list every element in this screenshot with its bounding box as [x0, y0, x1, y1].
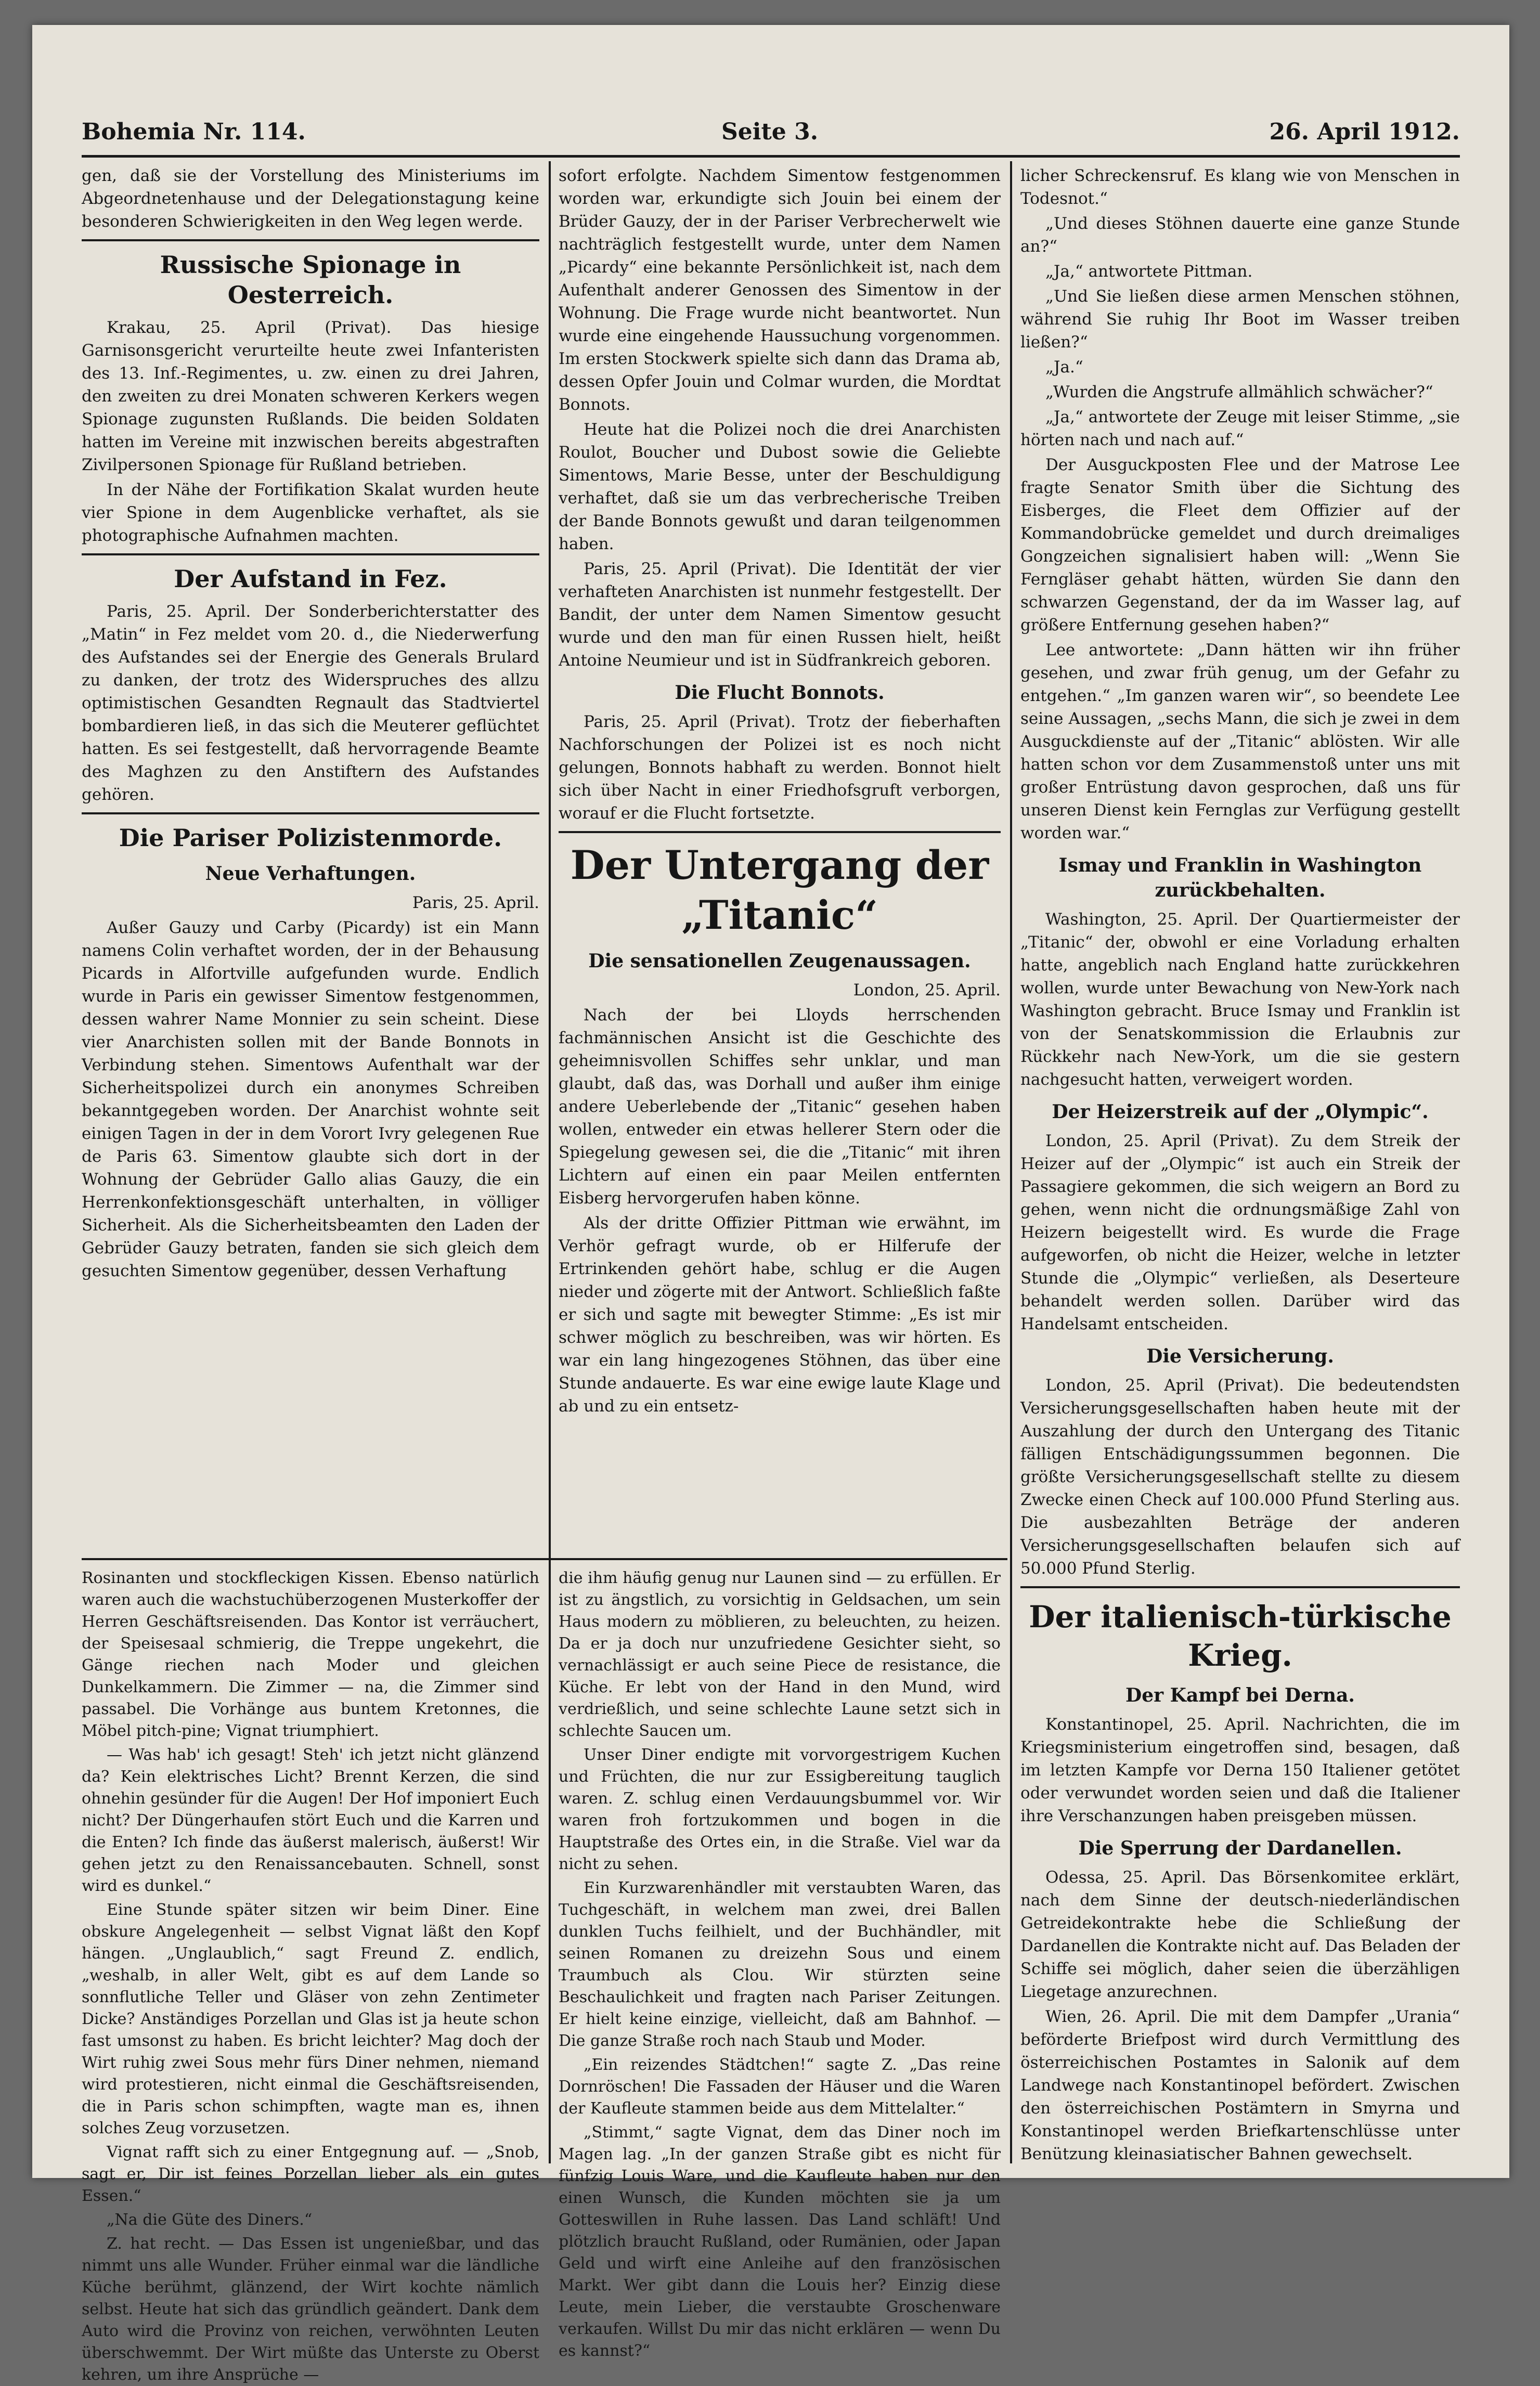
lower-column-2	[559, 1567, 1001, 2360]
article-paragraph: „Wurden die Angstrufe allmählich schwächer?“	[1045, 383, 1433, 401]
article-paragraph: „Ein reizendes Städtchen!“ sagte Z. „Das reine Dornröschen! Die Fassaden der Häuser und die Waren der Kaufleute stammen beide aus dem Mittelalter.“	[559, 2056, 1001, 2118]
article-paragraph: „Ja,“ antwortete der Zeuge mit leiser Stimme, „sie hörten nach und nach auf.“	[1020, 408, 1460, 449]
article-paragraph: Unser Diner endigte mit vorvorgestrigem Kuchen und Früchten, die nur zur Essigbereitung tauglich waren. Z. schlug einen Verdauungsbummel vor. Wir waren froh fortzukommen und bogen in die Hauptstraße des Ortes ein, in die Straße. Viel war da nicht zu sehen.	[559, 1746, 1001, 1873]
section-headline: Russische Spionage in Oesterreich.	[160, 251, 461, 309]
article-paragraph: Z. hat recht. — Das Essen ist ungenießbar, und das nimmt uns alle Wunder. Früher einmal war die ländliche Küche berühmt, glänzend, der Wirt kochte nämlich selbst. Heute hat sich das gründlich geändert. Dank dem Auto wird die Provinz von reichen, verwöhnten Leuten überschwemmt. Der Wirt müßte das Unterste zu Oberst kehren, um ihre Ansprüche —	[82, 2235, 539, 2384]
titanic-headline: Der Untergang der „Titanic“	[570, 842, 989, 938]
masthead-issue: Bohemia Nr. 114.	[82, 119, 306, 145]
page-number: Seite 3.	[721, 119, 819, 145]
article-paragraph: Paris, 25. April. Der Sonderberichterstatter des „Matin“ in Fez meldet vom 20. d., die Niederwerfung des Aufstandes sei der Energie des Generals Brulard zu danken, der trotz des Widerspruches des allzu optimistischen Gesandten Regnault das Stadtviertel bombardieren ließ, in das sich die Meuterer geflüchtet hatten. Es sei festgestellt, daß hervorragende Beamte des Maghzen zu den Anstiftern des Aufstandes gehören.	[82, 602, 539, 804]
issue-date: 26. April 1912.	[1269, 119, 1460, 145]
article-paragraph: Odessa, 25. April. Das Börsenkomitee erklärt, nach dem Sinne der deutsch-niederländischen Getreidekontrakte hebe die Schließung der Dardanellen die Kontrakte nicht auf. Das Beladen der Schiffe sei möglich, daher seien die überzähligen Liegetage anzurechnen.	[1020, 1868, 1460, 2001]
section-subheadline: Die Flucht Bonnots.	[675, 682, 885, 704]
article-paragraph: „Ja.“	[1045, 358, 1083, 377]
section-subheadline: Die sensationellen Zeugenaussagen.	[588, 950, 971, 972]
section-headline: Der Aufstand in Fez.	[174, 565, 447, 593]
war-headline: Der italienisch-türkische Krieg.	[1029, 1599, 1452, 1673]
article-paragraph: Nach der bei Lloyds herrschenden fachmännischen Ansicht ist die Geschichte des geheimnisvollen Schiffes sehr unklar, und man glaubt, daß das, was Dorhall und außer ihm einige andere Ueberlebende der „Titanic“ gesehen haben wollen, entweder ein etwas hellerer Stern oder die Spiegelung gewesen sei, die die „Titanic“ mit ihren Lichtern auf einen ein paar Meilen entfernten Eisberg hervorgerufen haben könne.	[559, 1006, 1001, 1208]
article-paragraph: „Na die Güte des Diners.“	[107, 2211, 313, 2229]
section-subheadline: Die Versicherung.	[1146, 1345, 1334, 1367]
section-divider	[1020, 1586, 1460, 1588]
article-paragraph: Rosinanten und stockfleckigen Kissen. Ebenso natürlich waren auch die wachstuchüberzogenen Musterkoffer der Herren Geschäftsreisenden. Das Kontor ist verräuchert, der Speisesaal schmierig, die Treppe ungekehrt, die Gänge riechen nach Moder und gleichen Dunkelkammern. Die Zimmer — na, die Zimmer sind passabel. Die Vorhänge aus buntem Kretonnes, die Möbel pitch-pine; Vignat triumphiert.	[82, 1569, 539, 1740]
article-paragraph: Ein Kurzwarenhändler mit verstaubten Waren, das Tuchgeschäft, in welchem man zwei, drei Ballen dunklen Tuchs feilhielt, und der Buchhändler, mit seinen Romanen zu dreizehn Sous und einem Traumbuch als Clou. Wir stürzten seine Beschaulichkeit und fragten nach Pariser Zeitungen. Er hielt keine einzige, vielleicht, daß am Bahnhof. — Die ganze Straße roch nach Staub und Moder.	[559, 1879, 1001, 2050]
article-paragraph: — Was hab' ich gesagt! Steh' ich jetzt nicht glänzend da? Kein elektrisches Licht? Brennt Kerzen, die sind ohnehin gesünder für die Augen! Der Hof imponiert Euch nicht? Der Düngerhaufen stört Euch und die Karren und die Enten? Ich finde das äußerst malerisch, äußerst! Wir gehen jetzt zu den Renaissancebauten. Schnell, sonst wird es dunkel.“	[82, 1746, 539, 1895]
section-headline: Die Pariser Polizistenmorde.	[119, 824, 502, 852]
upper-column-2	[559, 164, 1001, 1548]
article-paragraph: London, 25. April (Privat). Die bedeutendsten Versicherungsgesellschaften haben heute mit der Auszahlung der durch den Untergang des Titanic fälligen Entschädigungssummen begonnen. Die größte Versicherungsgesellschaft stellte zu diesem Zwecke einen Check auf 100.000 Pfund Sterling aus. Die ausbezahlten Beträge der anderen Versicherungsgesellschaften belaufen sich auf 50.000 Pfund Sterlig.	[1020, 1376, 1460, 1578]
article-paragraph: Washington, 25. April. Der Quartiermeister der „Titanic“ der, obwohl er eine Vorladung erhalten hatte, angeblich nach England hatte zurückkehren wollen, wurde unter Bewachung von New-York nach Washington gebracht. Bruce Ismay und Franklin ist von der Senatskommission die Erlaubnis zur Rückkehr nach New-York, um die sie gestern nachgesucht hatten, verweigert worden.	[1020, 910, 1460, 1089]
article-paragraph: Der Ausguckposten Flee und der Matrose Lee fragte Senator Smith über die Sichtung des Eisberges, die Fleet dem Offizier auf der Kommandobrücke gemeldet und durch dreimaliges Gongzeichen signalisiert haben will: „Wenn Sie Ferngläser gehabt hätten, würden Sie dann den schwarzen Gegenstand, der da im Wasser lag, auf größere Entfernung gesehen haben?“	[1020, 456, 1460, 634]
article-paragraph: London, 25. April (Privat). Zu dem Streik der Heizer auf der „Olympic“ ist auch ein Streik der Passagiere gekommen, die sich weigern an Bord zu gehen, wenn nicht die ordnungsmäßige Zahl von Heizern beigestellt wird. Es wurde die Frage aufgeworfen, ob nicht die Heizer, welche in letzter Stunde die „Olympic“ verließen, als Deserteure behandelt werden sollen. Darüber wird das Handelsamt entscheiden.	[1020, 1132, 1460, 1333]
section-divider	[82, 553, 539, 555]
section-divider	[559, 831, 1001, 833]
lower-column-1	[82, 1567, 539, 2384]
header-rule	[82, 155, 1460, 158]
section-subheadline: Neue Verhaftungen.	[205, 863, 416, 885]
article-paragraph: Krakau, 25. April (Privat). Das hiesige Garnisonsgericht verurteilte heute zwei Infanteristen des 13. Inf.-Regimentes, u. zw. einen zu drei Jahren, den zweiten zu drei Monaten schweren Kerkers wegen Spionage zugunsten Rußlands. Die beiden Soldaten hatten im Vereine mit inzwischen bereits abgestraften Zivilpersonen Spionage für Rußland betrieben.	[82, 318, 539, 474]
article-paragraph: „Und Sie ließen diese armen Menschen stöhnen, während Sie ruhig Ihr Boot im Wasser treiben ließen?“	[1020, 287, 1460, 352]
newspaper-page	[32, 25, 1509, 2384]
article-paragraph: die ihm häufig genug nur Launen sind — zu erfüllen. Er ist zu ängstlich, zu vorsichtig in Geldsachen, um sein Haus modern zu möblieren, zu beleuchten, zu heizen. Da er ja doch nur unzufriedene Gesichter sieht, so vernachlässigt er auch seine Piece de resistance, die Küche. Er lebt von der Hand in den Mund, wird verdrießlich, und seine schlechte Laune setzt sich in schlechte Saucen um.	[559, 1569, 1001, 1740]
article-paragraph: Außer Gauzy und Carby (Picardy) ist ein Mann namens Colin verhaftet worden, der in der Behausung Picards in Alfortville aufgefunden wurde. Endlich wurde in Paris ein gewisser Simentow festgenommen, dessen wahrer Name Monnier zu sein scheint. Diese vier Anarchisten sollen mit der Bande Bonnots in Verbindung stehen. Simentows Aufenthalt war der Sicherheitspolizei durch ein anonymes Schreiben bekanntgegeben worden. Der Anarchist wohnte seit einigen Tagen in der in dem Vorort Ivry gelegenen Rue de Paris 63. Simentow glaubte sich dort in der Wohnung der Gebrüder Gallo alias Gauzy, die ein Herrenkonfektionsgeschäft unterhalten, in völliger Sicherheit. Als die Sicherheitsbeamten den Laden der Gebrüder Gauzy betraten, fanden sie sich gleich dem gesuchten Simentow gegenüber, dessen Verhaftung	[82, 918, 539, 1280]
dateline: London, 25. April.	[853, 981, 1001, 1000]
article-paragraph: licher Schreckensruf. Es klang wie von Menschen in Todesnot.“	[1020, 166, 1460, 208]
section-divider	[82, 239, 539, 241]
column-rule-1	[549, 161, 551, 2163]
article-paragraph: Paris, 25. April (Privat). Trotz der fieberhaften Nachforschungen der Polizei ist es noch nicht gelungen, Bonnots habhaft zu werden. Bonnot hielt sich über Nacht in einer Friedhofsgruft verborgen, worauf er die Flucht fortsetzte.	[559, 712, 1001, 823]
upper-column-3	[1020, 164, 1460, 2167]
article-paragraph: gen, daß sie der Vorstellung des Ministeriums im Abgeordnetenhause und der Delegationstagung keine besonderen Schwierigkeiten in den Weg legen werde.	[82, 166, 539, 231]
article-paragraph: Wien, 26. April. Die mit dem Dampfer „Urania“ beförderte Briefpost wird durch Vermittlung des österreichischen Postamtes in Salonik auf dem Landwege nach Konstantinopel befördert. Zwischen den österreichischen Postämtern in Smyrna und Konstantinopel werden Briefkartenschlüsse unter Benützung kleinasiatischer Bahnen gewechselt.	[1020, 2007, 1460, 2163]
article-paragraph: „Ja,“ antwortete Pittman.	[1045, 262, 1253, 281]
article-paragraph: „Und dieses Stöhnen dauerte eine ganze Stunde an?“	[1020, 214, 1460, 256]
article-paragraph: Lee antwortete: „Dann hätten wir ihn früher gesehen, und zwar früh genug, um der Gefahr zu entgehen.“ „Im ganzen waren wir“, so beendete Lee seine Aussagen, „sechs Mann, die sich je zwei in dem Ausguckdienste auf der „Titanic“ ablösten. Wir alle hatten schon vor dem Zusammenstoß unter uns mit großer Entrüstung davon gesprochen, daß uns für unseren Dienst kein Fernglas zur Verfügung gestellt worden war.“	[1020, 641, 1460, 842]
section-subheadline: Der Kampf bei Derna.	[1125, 1684, 1355, 1706]
section-subheadline: Die Sperrung der Dardanellen.	[1078, 1837, 1402, 1859]
dateline: Paris, 25. April.	[412, 893, 539, 912]
article-paragraph: Eine Stunde später sitzen wir beim Diner. Eine obskure Angelegenheit — selbst Vignat läßt den Kopf hängen. „Unglaublich,“ sagt Freund Z. endlich, „weshalb, in aller Welt, gibt es auf dem Lande so sonnflutliche Teller und Gläser von zehn Zentimeter Dicke? Anständiges Porzellan und Glas ist ja heute schon fast umsonst zu haben. Es bricht leichter? Mag doch der Wirt ruhig zwei Sous mehr fürs Diner nehmen, niemand wird protestieren, nicht einmal die Geschäftsreisenden, die in Paris schon schimpften, wagte man es, ihnen solches Zeug vorzusetzen.	[82, 1901, 539, 2137]
section-subheadline: Ismay und Franklin in Washington zurückbehalten.	[1058, 854, 1422, 901]
upper-column-1	[82, 164, 539, 1548]
article-paragraph: In der Nähe der Fortifikation Skalat wurden heute vier Spione in dem Augenblicke verhaftet, als sie photographische Aufnahmen machten.	[82, 481, 539, 545]
article-paragraph: Als der dritte Offizier Pittman wie erwähnt, im Verhör gefragt wurde, ob er Hilferufe der Ertrinkenden gehört habe, schlug er die Augen nieder und zögerte mit der Antwort. Schließlich faßte er sich und sagte mit bewegter Stimme: „Es ist mir schwer möglich zu beschreiben, was wir hörten. Es war ein lang hingezogenes Stöhnen, das über eine Stunde andauerte. Es war eine ewige laute Klage und ab und zu ein entsetz-	[559, 1214, 1001, 1416]
section-divider	[82, 812, 539, 814]
feuilleton-rule	[82, 1558, 1007, 1560]
section-subheadline: Der Heizerstreik auf der „Olympic“.	[1052, 1101, 1429, 1123]
article-paragraph: Konstantinopel, 25. April. Nachrichten, die im Kriegsministerium eingetroffen sind, besagen, daß im letzten Kampfe vor Derna 150 Italiener getötet oder verwundet worden seien und daß die Italiener ihre Verschanzungen haben preisgeben müssen.	[1020, 1715, 1460, 1825]
article-paragraph: Heute hat die Polizei noch die drei Anarchisten Roulot, Boucher und Dubost sowie die Geliebte Simentows, Marie Besse, unter der Beschuldigung verhaftet, daß sie um das verbrecherische Treiben der Bande Bonnots gewußt und daran teilgenommen haben.	[559, 420, 1001, 553]
article-paragraph: Paris, 25. April (Privat). Die Identität der vier verhafteten Anarchisten ist nunmehr festgestellt. Der Bandit, der unter dem Namen Simentow gesucht wurde und den man für einen Russen hielt, heißt Antoine Neumieur und ist in Südfrankreich geboren.	[559, 560, 1001, 670]
article-paragraph: „Stimmt,“ sagte Vignat, dem das Diner noch im Magen lag. „In der ganzen Straße gibt es nicht für fünfzig Louis Ware, und die Kaufleute haben nur den einen Wunsch, die Kunden möchten sie ja um Gotteswillen in Ruhe lassen. Das Land schläft! Und plötzlich braucht Rußland, oder Rumänien, oder Japan Geld und wirft eine Anleihe auf den französischen Markt. Wer gibt dann die Louis her? Einzig diese Leute, mein Lieber, die verstaubte Groschenware verkaufen. Willst Du mir das nicht erklären — wenn Du es kannst?“	[559, 2123, 1001, 2360]
column-rule-2	[1010, 161, 1012, 2163]
article-paragraph: Vignat rafft sich zu einer Entgegnung auf. — „Snob, sagt er, Dir ist feines Porzellan lieber als ein gutes Essen.“	[82, 2143, 539, 2205]
page-header	[82, 108, 1460, 155]
article-paragraph: sofort erfolgte. Nachdem Simentow festgenommen worden war, erkundigte sich Jouin bei einem der Brüder Gauzy, der in der Pariser Verbrecherwelt wie nachträglich festgestellt wurde, unter dem Namen „Picardy“ eine bekannte Persönlichkeit ist, nach dem Aufenthalt anderer Genossen des Simentow in der Wohnung. Die Frage wurde nicht beantwortet. Nun wurde eine eingehende Haussuchung vorgenommen. Im ersten Stockwerk spielte sich dann das Drama ab, dessen Opfer Jouin und Colmar wurden, die Mordtat Bonnots.	[559, 166, 1001, 414]
